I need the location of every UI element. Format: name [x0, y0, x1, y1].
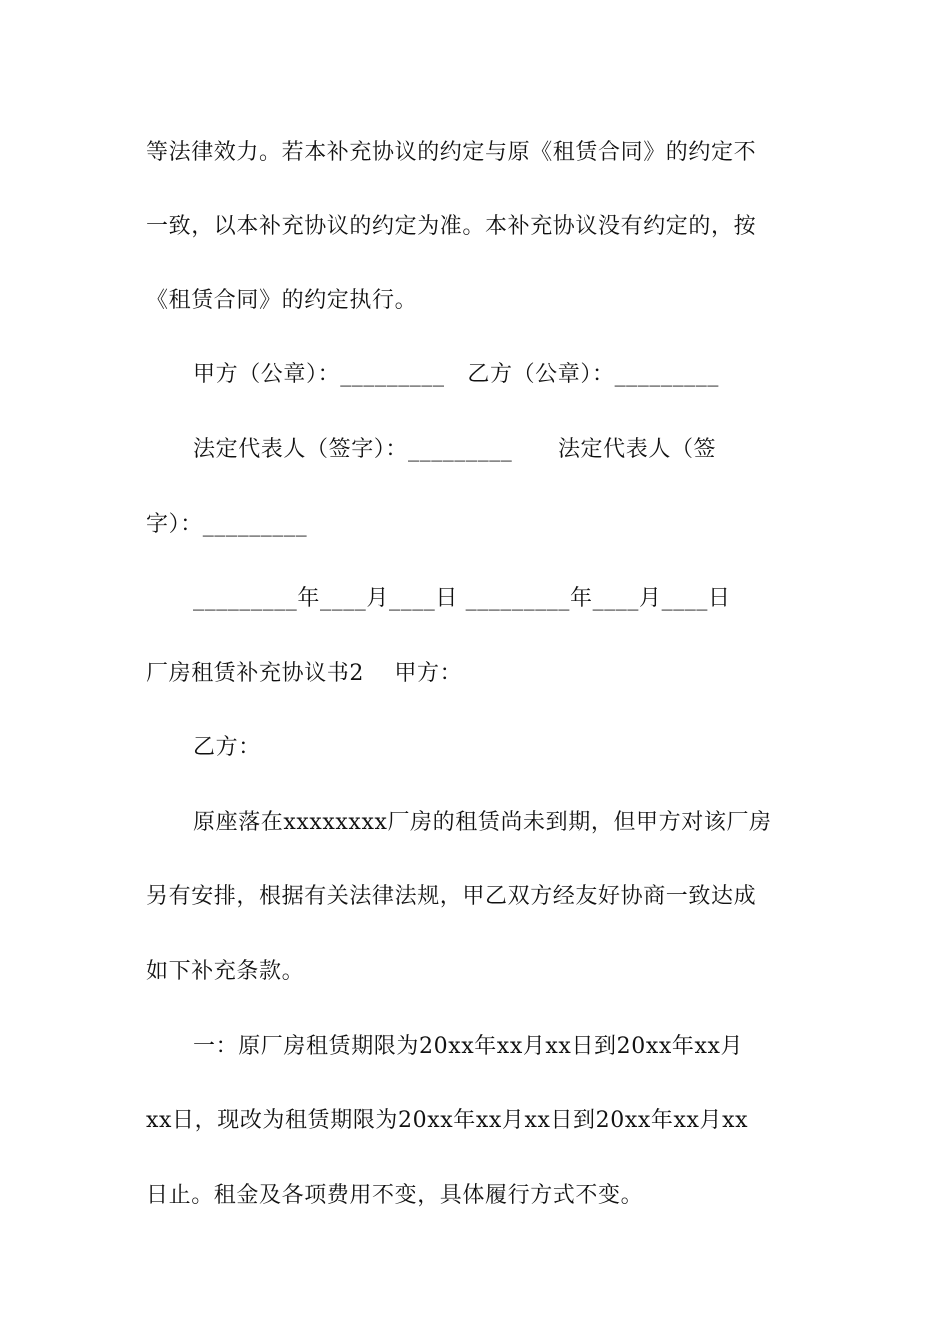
- legal-rep-signature-line-cont: 字）：_________: [146, 512, 308, 537]
- clause-line: 一：原厂房租赁期限为20xx年xx月xx日到20xx年xx月: [193, 1034, 744, 1059]
- party-b-line: 乙方：: [193, 735, 261, 760]
- party-seal-line: 甲方（公章）：_________ 乙方（公章）：_________: [193, 362, 719, 387]
- paragraph-line: 另有安排，根据有关法律法规，甲乙双方经友好协商一致达成: [146, 884, 757, 909]
- legal-rep-signature-line: 法定代表人（签字）：_________ 法定代表人（签: [193, 437, 717, 462]
- paragraph-line: 原座落在xxxxxxxx厂房的租赁尚未到期，但甲方对该厂房: [193, 810, 772, 835]
- paragraph-line: 等法律效力。若本补充协议的约定与原《租赁合同》的约定不: [146, 140, 757, 165]
- date-line: _________年____月____日 _________年____月____日: [193, 586, 731, 611]
- clause-line: 日止。租金及各项费用不变，具体履行方式不变。: [146, 1183, 644, 1208]
- clause-line: xx日，现改为租赁期限为20xx年xx月xx日到20xx年xx月xx: [146, 1108, 749, 1133]
- paragraph-line: 《租赁合同》的约定执行。: [146, 288, 418, 313]
- paragraph-line: 一致，以本补充协议的约定为准。本补充协议没有约定的，按: [146, 214, 757, 239]
- document-heading: 厂房租赁补充协议书2 甲方：: [146, 661, 463, 686]
- paragraph-line: 如下补充条款。: [146, 959, 305, 984]
